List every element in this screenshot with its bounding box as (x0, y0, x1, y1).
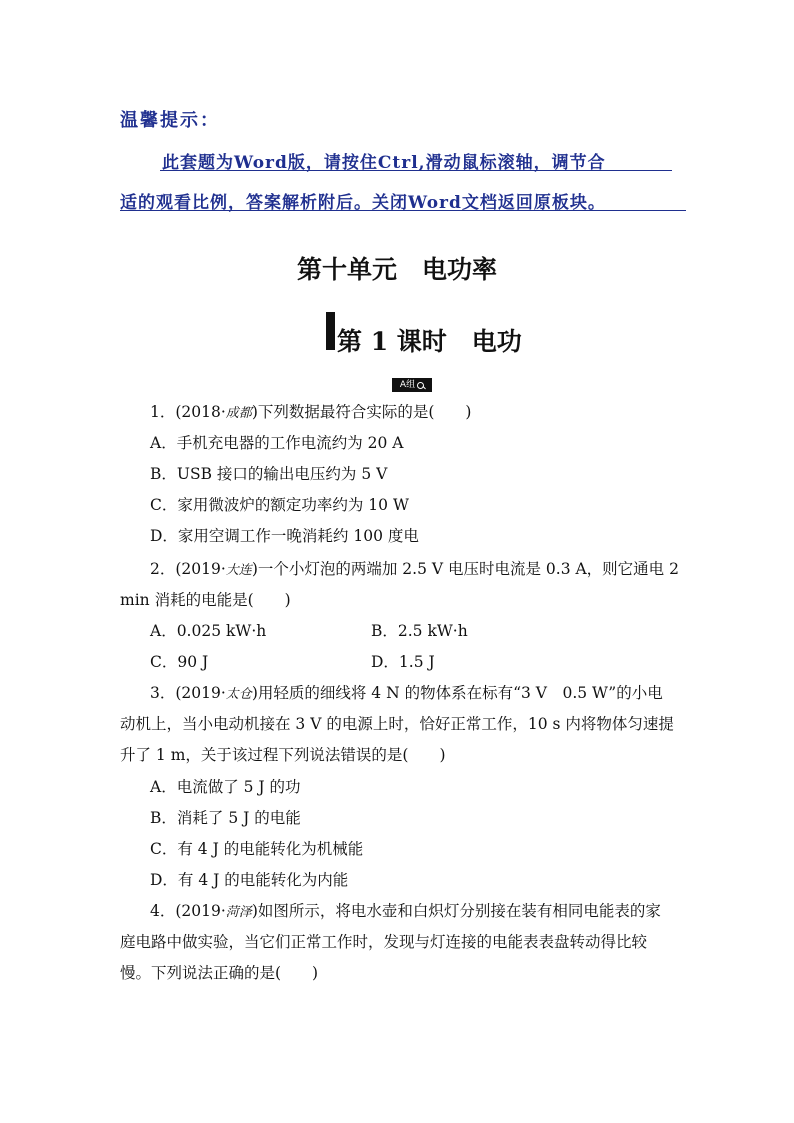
question-1-number: 1．(2018· (150, 403, 226, 421)
question-4-text: )如图所示，将电水壶和白炽灯分别接在装有相同电能表的家 (251, 902, 661, 920)
group-label: A组 (399, 380, 416, 390)
notice-underline-2 (120, 210, 686, 211)
question-4-stem-line-3: 慢。下列说法正确的是( ) (120, 964, 319, 982)
question-3-stem-line-3: 升了 1 m，关于该过程下列说法错误的是( ) (120, 746, 446, 764)
unit-title: 第十单元 电功率 (296, 255, 497, 284)
group-badge (392, 378, 432, 392)
question-2-option-d: D．1.5 J (371, 653, 435, 671)
question-1-option-a: A．手机充电器的工作电流约为 20 A (150, 434, 404, 452)
question-1-source: 成都 (225, 406, 252, 421)
notice-title: 温馨提示： (120, 110, 220, 131)
lesson-title: 第 1 课时 电功 (337, 327, 522, 356)
question-1-option-b: B．USB 接口的输出电压约为 5 V (150, 465, 388, 483)
question-1-option-d: D．家用空调工作一晚消耗约 100 度电 (150, 527, 419, 545)
question-3-option-d: D．有 4 J 的电能转化为内能 (150, 871, 349, 889)
question-3-option-a: A．电流做了 5 J 的功 (150, 778, 301, 796)
question-3-option-c: C．有 4 J 的电能转化为机械能 (150, 840, 364, 858)
notice-line-2: 适的观看比例，答案解析附后。关闭Word文档返回原板块。 (120, 193, 606, 213)
magnifier-icon (417, 382, 424, 389)
question-2-option-b: B．2.5 kW·h (371, 622, 468, 640)
question-2-stem-line-2: min 消耗的电能是( ) (120, 591, 291, 609)
question-4-number: 4．(2019· (150, 902, 226, 920)
question-2-text: )一个小灯泡的两端加 2.5 V 电压时电流是 0.3 A，则它通电 2 (251, 560, 679, 578)
question-1-text: )下列数据最符合实际的是( ) (251, 403, 472, 421)
question-3-source: 太仓 (225, 687, 252, 702)
question-2-number: 2．(2019· (150, 560, 226, 578)
question-3-stem-line-2: 动机上，当小电动机接在 3 V 的电源上时，恰好正常工作，10 s 内将物体匀速提 (120, 715, 674, 733)
question-4-stem-line-1 (150, 901, 661, 923)
question-3-number: 3．(2019· (150, 684, 226, 702)
question-2-option-a: A．0.025 kW·h (150, 622, 267, 640)
question-2-option-c: C．90 J (150, 653, 209, 671)
question-3-option-b: B．消耗了 5 J 的电能 (150, 809, 301, 827)
question-4-stem-line-2: 庭电路中做实验，当它们正常工作时，发现与灯连接的电能表表盘转动得比较 (120, 933, 648, 951)
question-2-stem-line-1 (150, 559, 679, 581)
question-1-option-c: C．家用微波炉的额定功率约为 10 W (150, 496, 409, 514)
question-1-stem (150, 402, 471, 424)
notice-underline-1 (160, 170, 672, 171)
question-2-source: 大连 (225, 563, 252, 578)
question-3-text: )用轻质的细线将 4 N 的物体系在标有“3 V 0.5 W”的小电 (251, 684, 663, 702)
lesson-marker-bar (326, 312, 335, 350)
question-4-source: 菏泽 (225, 905, 252, 920)
notice-line-1: 此套题为Word版，请按住Ctrl,滑动鼠标滚轴，调节合 (162, 153, 606, 173)
question-3-stem-line-1 (150, 683, 663, 705)
